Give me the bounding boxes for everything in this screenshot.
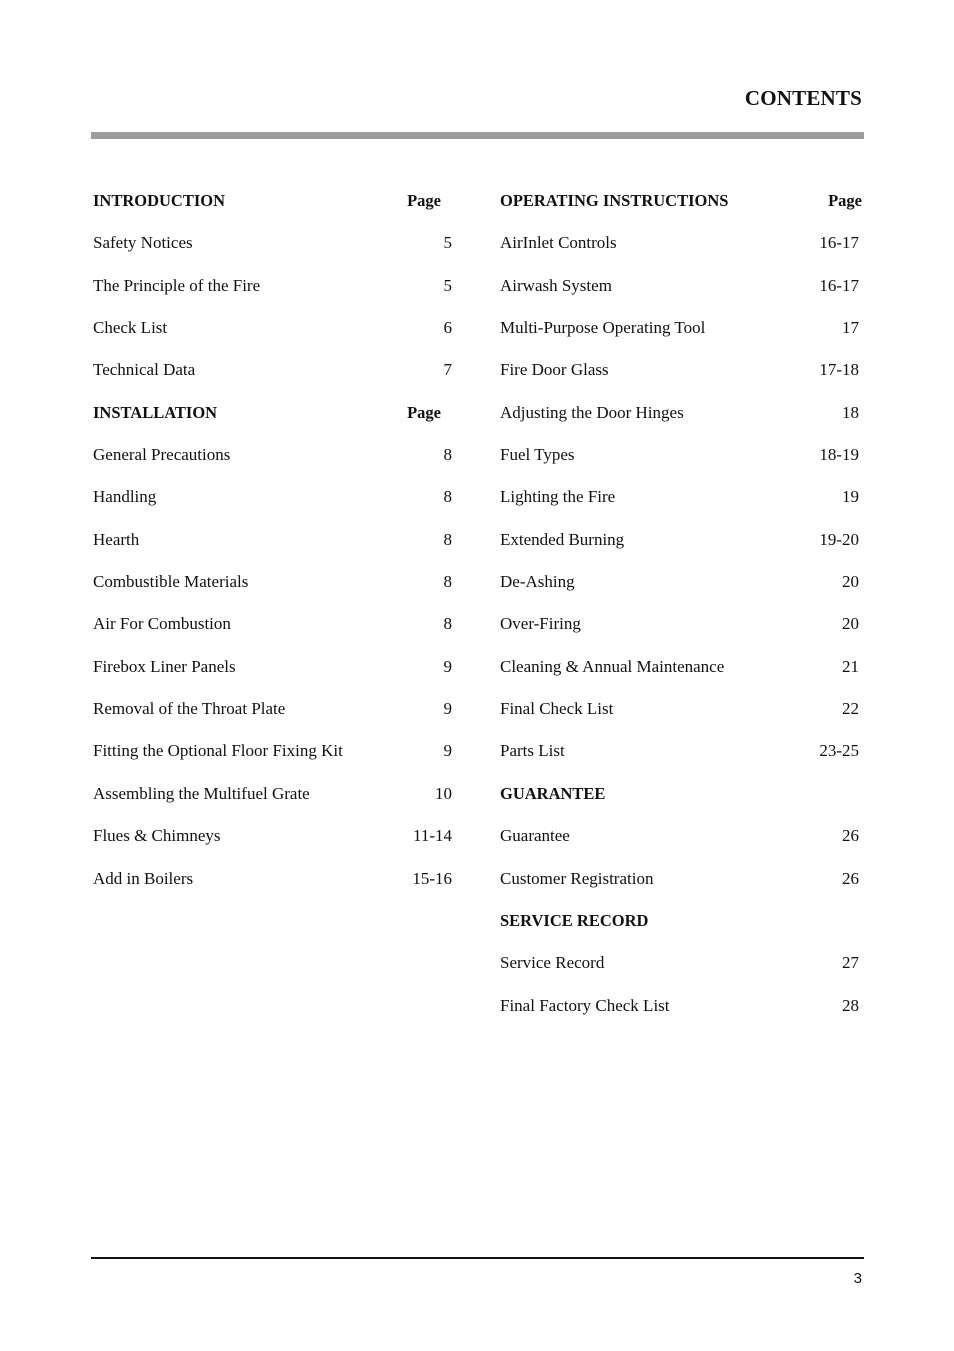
- entry-page: 17-18: [819, 360, 859, 380]
- toc-entry: [93, 222, 455, 264]
- toc-entry: [500, 476, 862, 518]
- toc-entry: [500, 392, 862, 434]
- entry-page: 6: [443, 318, 452, 338]
- entry-title: Technical Data: [93, 360, 196, 380]
- toc-entry: [93, 730, 455, 772]
- toc-right-column: [500, 180, 862, 1027]
- toc-entry: [93, 265, 455, 307]
- toc-section-heading: [500, 180, 862, 222]
- entry-page: 26: [842, 868, 859, 888]
- toc-entry: [500, 307, 862, 349]
- toc-entry: [500, 858, 862, 900]
- entry-title: Customer Registration: [500, 868, 654, 888]
- toc-entry: [500, 646, 862, 688]
- section-title: OPERATING INSTRUCTIONS: [500, 191, 729, 210]
- page-column-header: Page: [407, 402, 441, 422]
- entry-title: Cleaning & Annual Maintenance: [500, 656, 725, 676]
- entry-page: 18: [842, 402, 859, 422]
- toc-entry: [500, 815, 862, 857]
- section-title: SERVICE RECORD: [500, 910, 649, 930]
- entry-page: 20: [842, 572, 859, 592]
- entry-page: 9: [443, 741, 452, 761]
- entry-page: 7: [443, 360, 452, 380]
- entry-page: 23-25: [819, 741, 859, 761]
- entry-title: Hearth: [93, 529, 140, 549]
- entry-page: 28: [842, 995, 859, 1015]
- toc-entry: [500, 349, 862, 391]
- toc-entry: [93, 519, 455, 561]
- entry-title: AirInlet Controls: [500, 233, 617, 253]
- entry-title: Flues & Chimneys: [93, 826, 221, 846]
- section-title: INSTALLATION: [93, 402, 218, 422]
- entry-title: Assembling the Multifuel Grate: [93, 783, 310, 803]
- section-title: INTRODUCTION: [93, 191, 226, 210]
- entry-title: Multi-Purpose Operating Tool: [500, 318, 706, 338]
- toc-entry: [500, 603, 862, 645]
- entry-title: Guarantee: [500, 826, 570, 846]
- entry-title: Fitting the Optional Floor Fixing Kit: [93, 741, 343, 761]
- toc-entry: [500, 265, 862, 307]
- entry-title: Removal of the Throat Plate: [93, 699, 286, 719]
- toc-entry: [93, 815, 455, 857]
- entry-title: Safety Notices: [93, 233, 193, 253]
- entry-page: 8: [443, 445, 452, 465]
- entry-title: Lighting the Fire: [500, 487, 616, 507]
- toc-entry: [93, 476, 455, 518]
- section-title: GUARANTEE: [500, 783, 606, 803]
- entry-title: Airwash System: [500, 275, 612, 295]
- entry-title: De-Ashing: [500, 572, 575, 592]
- toc-section-heading: [500, 773, 862, 815]
- toc-entry: [500, 942, 862, 984]
- entry-page: 11-14: [412, 826, 452, 846]
- toc-entry: [93, 603, 455, 645]
- page-title: CONTENTS: [744, 86, 862, 110]
- entry-page: 10: [435, 783, 452, 803]
- entry-page: 5: [443, 275, 452, 295]
- entry-page: 9: [443, 699, 452, 719]
- entry-title: Adjusting the Door Hinges: [500, 402, 684, 422]
- entry-title: Parts List: [500, 741, 565, 761]
- entry-title: Check List: [93, 318, 168, 338]
- toc-entry: [500, 688, 862, 730]
- page-number: 3: [853, 1270, 862, 1287]
- toc-left-column: [93, 180, 455, 900]
- entry-title: Over-Firing: [500, 614, 581, 634]
- toc-entry: [93, 773, 455, 815]
- toc-entry: [500, 985, 862, 1027]
- toc-entry: [93, 307, 455, 349]
- toc-section-heading: [500, 900, 862, 942]
- toc-entry: [500, 434, 862, 476]
- toc-entry: [93, 561, 455, 603]
- header-divider: [91, 132, 864, 139]
- entry-page: 17: [842, 318, 859, 338]
- footer-divider: [91, 1257, 864, 1259]
- entry-page: 8: [443, 614, 452, 634]
- toc-entry: [93, 688, 455, 730]
- toc-entry: [500, 519, 862, 561]
- entry-page: 26: [842, 826, 859, 846]
- toc-entry: [93, 349, 455, 391]
- entry-title: Firebox Liner Panels: [93, 656, 236, 676]
- entry-title: Add in Boilers: [93, 868, 194, 888]
- entry-title: Combustible Materials: [93, 572, 249, 592]
- entry-page: 22: [842, 699, 859, 719]
- entry-page: 19: [842, 487, 859, 507]
- entry-page: 19-20: [819, 529, 859, 549]
- entry-page: 16-17: [819, 233, 859, 253]
- entry-page: 8: [443, 487, 452, 507]
- entry-page: 27: [842, 953, 859, 973]
- entry-page: 18-19: [819, 445, 859, 465]
- entry-title: Fire Door Glass: [500, 360, 609, 380]
- toc-entry: [500, 222, 862, 264]
- entry-title: General Precautions: [93, 445, 231, 465]
- entry-title: Service Record: [500, 953, 605, 973]
- entry-title: The Principle of the Fire: [93, 275, 261, 295]
- entry-page: 16-17: [819, 275, 859, 295]
- entry-page: 5: [443, 233, 452, 253]
- entry-title: Fuel Types: [500, 445, 575, 465]
- toc-section-heading: [93, 392, 455, 434]
- entry-title: Air For Combustion: [93, 614, 231, 634]
- toc-entry: [500, 561, 862, 603]
- entry-title: Final Check List: [500, 699, 614, 719]
- toc-entry: [500, 730, 862, 772]
- entry-page: 20: [842, 614, 859, 634]
- entry-page: 21: [842, 656, 859, 676]
- page-column-header: Page: [407, 191, 441, 210]
- entry-page: 8: [443, 529, 452, 549]
- entry-title: Extended Burning: [500, 529, 625, 549]
- entry-title: Handling: [93, 487, 157, 507]
- toc-entry: [93, 858, 455, 900]
- toc-section-heading: [93, 180, 455, 222]
- toc-entry: [93, 434, 455, 476]
- entry-page: 9: [443, 656, 452, 676]
- page-column-header: Page: [828, 191, 862, 210]
- entry-title: Final Factory Check List: [500, 995, 670, 1015]
- toc-entry: [93, 646, 455, 688]
- entry-page: 15-16: [412, 868, 452, 888]
- entry-page: 8: [443, 572, 452, 592]
